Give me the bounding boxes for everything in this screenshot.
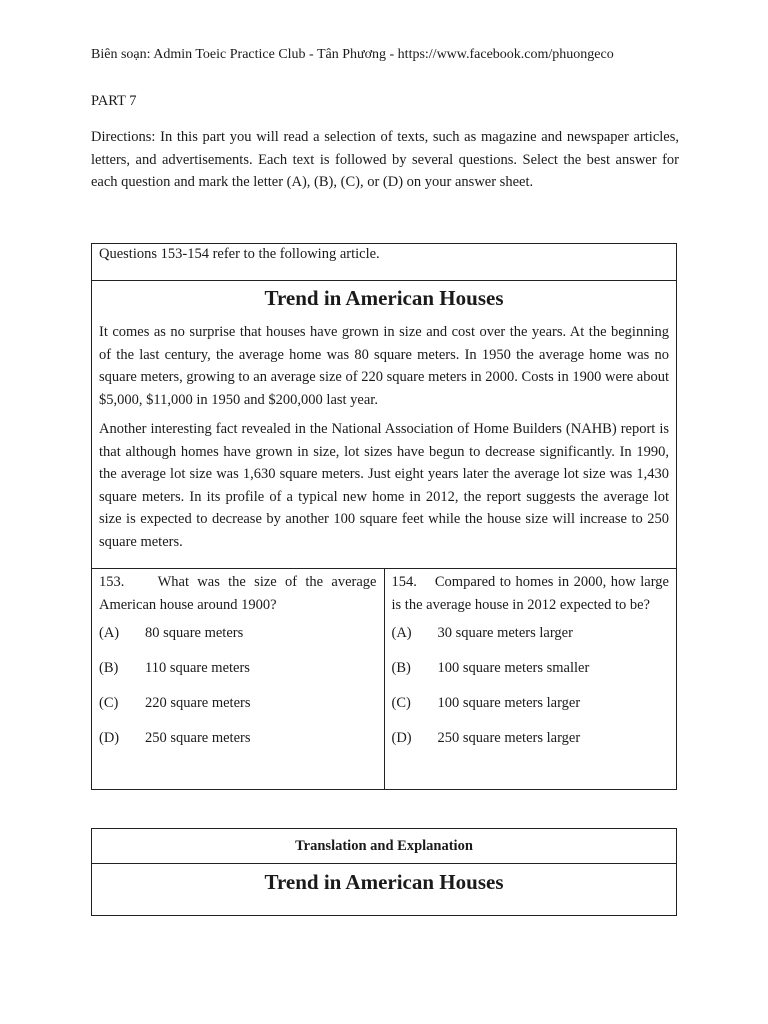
question-stem: Compared to homes in 2000, how large is the average house in 2012 expected to be? [391,574,669,613]
option-letter: (A) [99,625,120,641]
option-letter: (D) [391,730,412,746]
translation-title: Trend in American Houses [92,864,677,916]
answer-option-d[interactable] [99,727,377,749]
option-text: 80 square meters [145,625,244,641]
option-text: 250 square meters [145,730,251,746]
answer-option-c[interactable] [99,692,377,714]
question-text [99,571,377,616]
answer-option-a[interactable] [99,622,377,644]
option-text: 220 square meters [145,695,251,711]
article-cell [92,281,677,569]
refer-line: Questions 153-154 refer to the following article. [92,244,677,281]
article-paragraph: Another interesting fact revealed in the National Association of Home Builders (NAHB) report is that although homes have grown in size, lot sizes have begun to decrease significantly. In 1990, the average lot size was 1,630 square meters. Just eight years later the average lot size was 1,430 square meters. In its profile of a typical new home in 2012, the report suggests the average lot size is expected to decrease by another 100 square feet while the house size will increase to 250 square meters. [99,421,669,550]
option-text: 250 square meters larger [437,730,581,746]
question-stem: What was the size of the average American house around 1900? [99,574,377,613]
question-153 [92,569,385,790]
answer-option-b[interactable] [392,657,670,679]
option-text: 110 square meters [145,660,250,676]
option-text: 30 square meters larger [437,625,573,641]
answer-option-d[interactable] [392,727,670,749]
question-table [91,243,677,790]
option-letter: (A) [391,625,412,641]
translation-heading: Translation and Explanation [92,829,677,864]
directions-text: Directions: In this part you will read a selection of texts, such as magazine and newspaper articles, letters, and advertisements. Each text is followed by several questions. Select the best answer for each question and mark the letter (A), (B), (C), or (D) on your answer sheet. [91,129,679,190]
question-text [392,571,670,616]
answer-option-c[interactable] [392,692,670,714]
answer-option-b[interactable] [99,657,377,679]
option-letter: (B) [391,660,411,676]
answer-option-a[interactable] [392,622,670,644]
article-paragraph: It comes as no surprise that houses have grown in size and cost over the years. At the beginning of the last century, the average home was 80 square meters. In 1950 the average home was no square meters, growing to an average size of 220 square meters in 2000. Costs in 1900 were about $5,000, $11,000 in 1950 and $200,000 last year. [99,324,669,408]
option-text: 100 square meters larger [437,695,581,711]
option-letter: (C) [391,695,411,711]
option-text: 100 square meters smaller [437,660,590,676]
option-letter: (D) [99,730,120,746]
option-letter: (C) [99,695,119,711]
article-title: Trend in American Houses [264,286,504,310]
question-number: 153. [99,574,125,590]
header-credit: Biên soạn: Admin Toeic Practice Club - Tân Phương - https://www.facebook.com/phuongeco [91,47,614,62]
part-title: PART 7 [91,93,137,109]
translation-table [91,828,677,916]
option-letter: (B) [99,660,119,676]
question-154 [384,569,677,790]
question-number: 154. [391,574,417,590]
